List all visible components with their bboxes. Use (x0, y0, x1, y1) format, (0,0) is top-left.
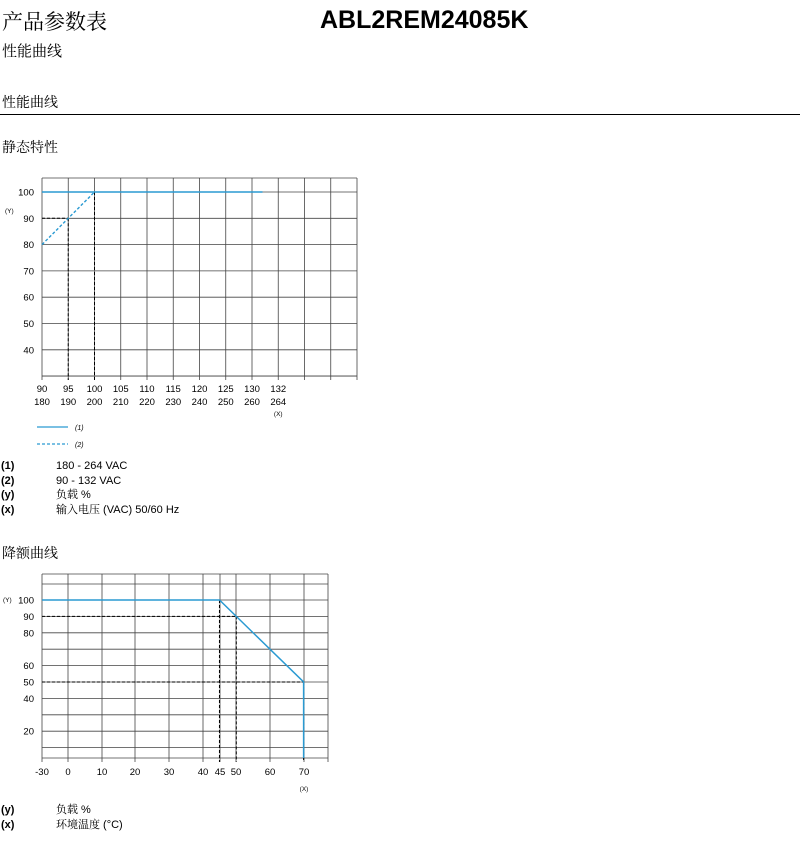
x-tick-label: 130 (244, 384, 260, 395)
x-tick-label: -30 (35, 767, 49, 778)
x-tick-label: 230 (165, 397, 182, 408)
x-tick-label: 10 (96, 767, 108, 778)
note-row (0, 488, 179, 503)
legend-label-2: (2) (75, 442, 84, 449)
x-tick-label: 125 (217, 384, 234, 395)
y-tick-label: 80 (23, 240, 34, 252)
note-row (0, 474, 179, 489)
note-text: 环境温度 (°C) (56, 818, 123, 831)
note-text: 90 - 132 VAC (56, 474, 122, 487)
chart-guides (42, 600, 304, 762)
note-key: (y) (1, 804, 15, 816)
note-text: 负载 % (56, 804, 91, 816)
x-tick-label: 20 (129, 767, 141, 778)
x-tick-label: 220 (139, 397, 155, 408)
note-text: 180 - 264 VAC (56, 460, 128, 472)
y-tick-label: 40 (23, 345, 34, 357)
y-tick-label: 90 (23, 611, 34, 623)
x-tick-label: 0 (65, 767, 71, 778)
static-chart-notes (0, 459, 179, 517)
x-tick-label: 240 (191, 397, 208, 408)
y-tick-label: 70 (23, 266, 34, 278)
note-row (0, 818, 123, 833)
y-tick-label: 80 (23, 628, 34, 640)
y-tick-label: 40 (23, 693, 34, 705)
x-tick-label: 180 (34, 397, 50, 408)
x-tick-label: 70 (298, 767, 310, 778)
x-tick-label: 200 (86, 397, 103, 408)
y-tick-label: 100 (18, 187, 34, 199)
x-tick-label: 132 (270, 384, 287, 395)
chart-series (42, 600, 304, 758)
x-tick-label: 45 (214, 767, 226, 778)
y-tick-label: 50 (23, 319, 34, 330)
product-code: ABL2REM24085K (320, 6, 529, 34)
chart-grid (42, 178, 357, 380)
note-key: (1) (1, 460, 15, 472)
x-tick-label: 110 (139, 384, 155, 395)
x-tick-label: 90 (36, 384, 48, 395)
x-tick-label: 120 (191, 384, 208, 395)
page-title: 产品参数表 (2, 10, 107, 34)
note-text: 负载 % (56, 489, 91, 501)
y-axis-label: (Y) (3, 597, 12, 604)
section-heading: 性能曲线 (2, 95, 58, 111)
x-tick-label: 250 (217, 397, 234, 408)
note-text: 输入电压 (VAC) 50/60 Hz (56, 503, 180, 516)
y-tick-label: 100 (18, 595, 34, 607)
x-tick-label: 100 (86, 384, 103, 395)
note-row (0, 803, 123, 818)
legend-label-1: (1) (75, 425, 84, 432)
y-tick-label: 90 (23, 213, 34, 225)
note-key: (x) (1, 818, 15, 831)
static-chart-legend (0, 420, 120, 450)
note-key: (x) (1, 503, 15, 516)
note-key: (2) (1, 474, 15, 487)
section-divider (0, 114, 800, 115)
derating-curve (42, 600, 304, 758)
x-axis-label: (X) (273, 411, 283, 418)
x-tick-label: 60 (264, 767, 276, 778)
x-tick-label: 50 (230, 767, 242, 778)
chart-labels (5, 188, 286, 419)
static-characteristic-chart (0, 170, 400, 420)
x-tick-label: 95 (62, 384, 74, 395)
x-tick-label: 30 (163, 767, 175, 778)
y-tick-label: 50 (23, 677, 34, 689)
x-axis-label: (X) (299, 786, 309, 793)
y-tick-label: 20 (23, 726, 34, 738)
x-tick-label: 190 (60, 397, 77, 408)
note-row (0, 503, 179, 518)
page-subtitle: 性能曲线 (2, 42, 63, 60)
static-chart-title: 静态特性 (2, 140, 58, 156)
x-tick-label: 260 (244, 397, 260, 408)
y-tick-label: 60 (23, 661, 34, 673)
chart-labels (3, 596, 309, 794)
x-tick-label: 115 (165, 384, 181, 395)
derating-chart-title: 降额曲线 (2, 546, 58, 562)
derating-chart-notes (0, 803, 123, 832)
y-tick-label: 60 (23, 292, 34, 304)
note-row (0, 459, 179, 474)
x-tick-label: 210 (112, 397, 129, 408)
x-tick-label: 105 (112, 384, 129, 395)
note-key: (y) (1, 489, 15, 501)
derating-chart (0, 570, 400, 800)
y-axis-label: (Y) (5, 208, 14, 215)
chart-grid (42, 574, 328, 762)
x-tick-label: 264 (270, 397, 287, 408)
x-tick-label: 40 (197, 767, 209, 778)
